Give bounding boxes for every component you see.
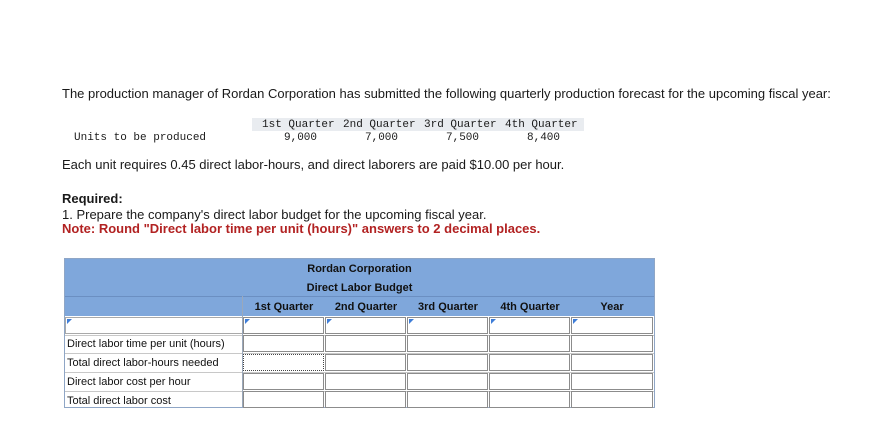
labor-time-q3-input[interactable] xyxy=(407,335,488,352)
required-heading: Required: xyxy=(62,191,123,206)
total-cost-q4-input[interactable] xyxy=(489,391,570,408)
forecast-header-q3: 3rd Quarter xyxy=(424,119,497,131)
blank-row-q4-input[interactable] xyxy=(489,317,570,334)
col-header-q1: 1st Quarter xyxy=(254,301,314,313)
labor-time-year-input[interactable] xyxy=(571,335,653,352)
row-label-total-labor-hours: Total direct labor-hours needed xyxy=(67,357,219,369)
direct-labor-budget-table xyxy=(64,258,655,408)
labor-time-q1-input[interactable] xyxy=(243,335,324,352)
col-header-q4: 4th Quarter xyxy=(500,301,560,313)
labor-hours-q4-input[interactable] xyxy=(489,354,570,371)
col-header-q2: 2nd Quarter xyxy=(334,301,398,313)
forecast-value-q3: 7,500 xyxy=(446,132,480,144)
blank-row-q2-input[interactable] xyxy=(325,317,406,334)
row-label-labor-time-per-unit: Direct labor time per unit (hours) xyxy=(67,338,225,350)
header-divider xyxy=(65,296,654,297)
labor-hours-q1-input[interactable] xyxy=(243,354,324,371)
problem-intro-text: The production manager of Rordan Corporation has submitted the following quarterly production forecast for the upcoming fiscal year: xyxy=(62,86,831,101)
labor-hours-q3-input[interactable] xyxy=(407,354,488,371)
cost-per-hour-q4-input[interactable] xyxy=(489,373,570,390)
labor-time-q4-input[interactable] xyxy=(489,335,570,352)
col-header-year: Year xyxy=(600,301,624,313)
forecast-header-q2: 2nd Quarter xyxy=(343,119,416,131)
cost-per-hour-q1-input[interactable] xyxy=(243,373,324,390)
blank-row-label-input[interactable] xyxy=(65,317,243,334)
blank-row-q1-input[interactable] xyxy=(243,317,324,334)
total-cost-q1-input[interactable] xyxy=(243,391,324,408)
cost-per-hour-q2-input[interactable] xyxy=(325,373,406,390)
rounding-note: Note: Round "Direct labor time per unit (hours)" answers to 2 decimal places. xyxy=(62,221,541,236)
cost-per-hour-q3-input[interactable] xyxy=(407,373,488,390)
total-cost-q2-input[interactable] xyxy=(325,391,406,408)
forecast-header-q4: 4th Quarter xyxy=(505,119,578,131)
label-column-divider xyxy=(242,296,243,407)
forecast-value-q2: 7,000 xyxy=(365,132,399,144)
forecast-row-label: Units to be produced xyxy=(74,132,207,144)
blank-row-q3-input[interactable] xyxy=(407,317,488,334)
forecast-value-q1: 9,000 xyxy=(284,132,318,144)
labor-hours-year-input[interactable] xyxy=(571,354,653,371)
row-label-cost-per-hour: Direct labor cost per hour xyxy=(67,376,191,388)
forecast-header-q1: 1st Quarter xyxy=(262,119,335,131)
blank-row-year-input[interactable] xyxy=(571,317,653,334)
row-label-total-labor-cost: Total direct labor cost xyxy=(67,395,171,407)
required-item-1: 1. Prepare the company's direct labor budget for the upcoming fiscal year. xyxy=(62,207,487,222)
forecast-value-q4: 8,400 xyxy=(527,132,561,144)
labor-info-text: Each unit requires 0.45 direct labor-hours, and direct laborers are paid $10.00 per hour. xyxy=(62,157,565,172)
col-header-q3: 3rd Quarter xyxy=(418,301,478,313)
labor-hours-q2-input[interactable] xyxy=(325,354,406,371)
budget-company-title: Rordan Corporation xyxy=(307,263,412,275)
budget-subtitle: Direct Labor Budget xyxy=(306,282,413,294)
cost-per-hour-year-input[interactable] xyxy=(571,373,653,390)
labor-time-q2-input[interactable] xyxy=(325,335,406,352)
total-cost-q3-input[interactable] xyxy=(407,391,488,408)
total-cost-year-input[interactable] xyxy=(571,391,653,408)
